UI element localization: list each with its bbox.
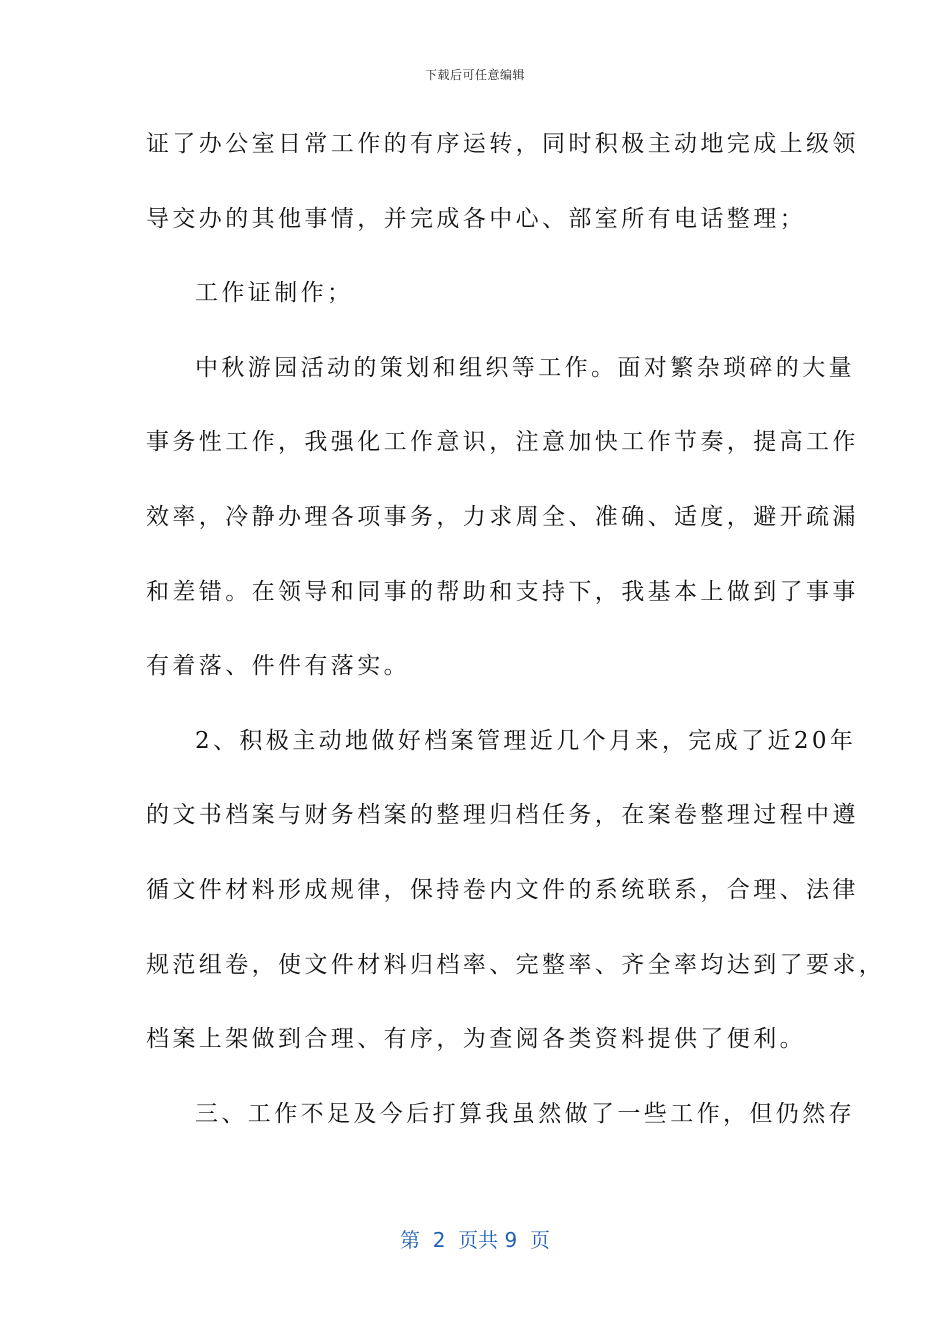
text-line: 有着落、件件有落实。 <box>146 653 410 680</box>
document-body <box>146 124 886 1168</box>
text-line: 循文件材料形成规律，保持卷内文件的系统联系，合理、法律 <box>146 876 859 903</box>
text-line: 效率，冷静办理各项事务，力求周全、准确、适度，避开疏漏 <box>146 503 859 530</box>
text-line: 工作证制作； <box>195 280 354 307</box>
text-line: 2、积极主动地做好档案管理近几个月来，完成了近20年 <box>195 727 857 754</box>
header-note: 下载后可任意编辑 <box>424 68 525 82</box>
text-line: 证了办公室日常工作的有序运转，同时积极主动地完成上级领 <box>146 131 859 157</box>
text-line: 的文书档案与财务档案的整理归档任务，在案卷整理过程中遵 <box>146 802 859 829</box>
text-line: 中秋游园活动的策划和组织等工作。面对繁杂琐碎的大量 <box>195 354 855 381</box>
text-line: 导交办的其他事情，并完成各中心、部室所有电话整理； <box>146 205 806 232</box>
page-number-footer: 第 2 页共 9 页 <box>400 1228 550 1252</box>
text-line: 事务性工作，我强化工作意识，注意加快工作节奏，提高工作 <box>146 429 859 456</box>
text-line: 档案上架做到合理、有序，为查阅各类资料提供了便利。 <box>146 1026 806 1053</box>
text-line: 规范组卷，使文件材料归档率、完整率、齐全率均达到了要求， <box>146 951 886 978</box>
text-line: 和差错。在领导和同事的帮助和支持下，我基本上做到了事事 <box>146 578 859 605</box>
text-line: 三、工作不足及今后打算我虽然做了一些工作，但仍然存 <box>195 1100 855 1127</box>
